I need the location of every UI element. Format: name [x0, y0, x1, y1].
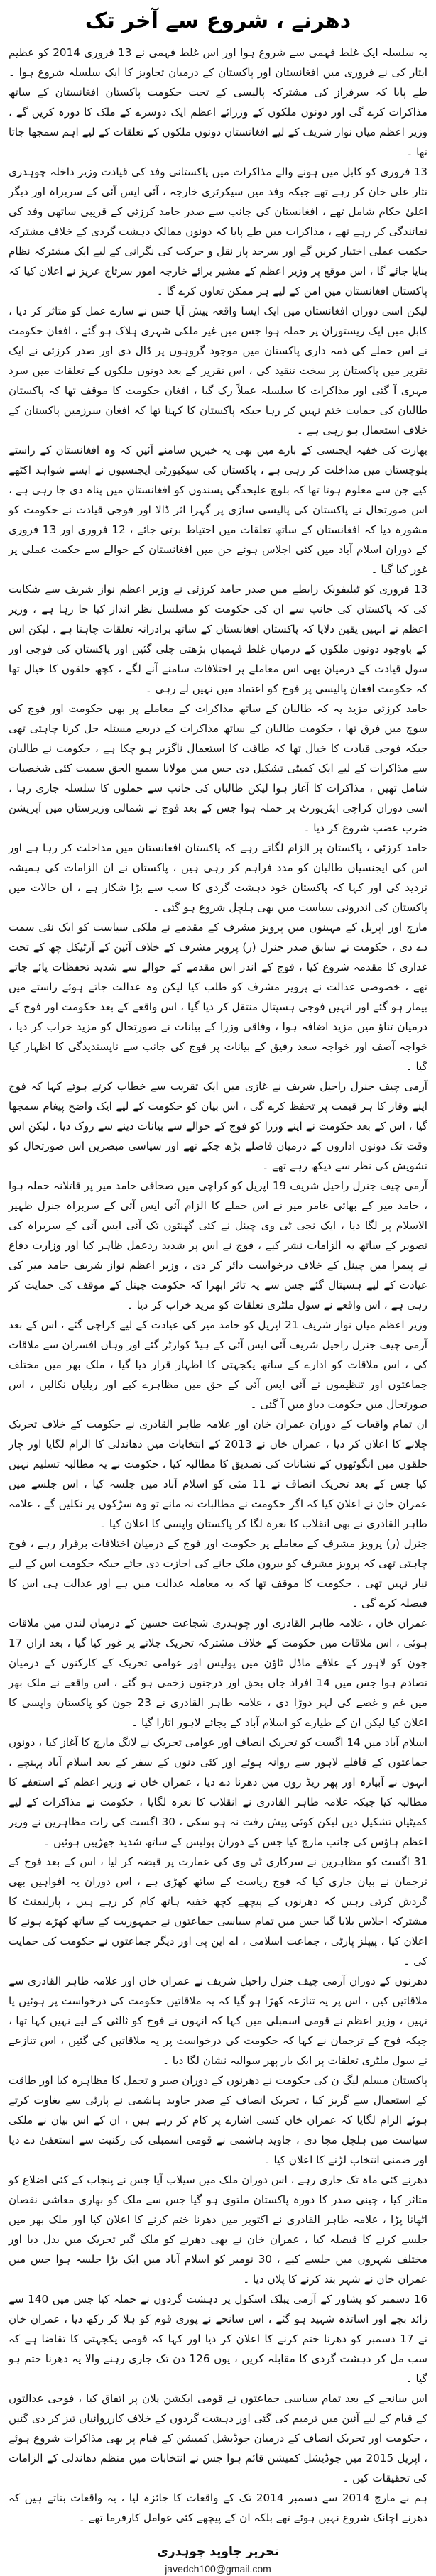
article-paragraph: جنرل (ر) پرویز مشرف کے معاملے پر حکومت اور فوج کے درمیان اختلافات برقرار رہے ، فوج چاہتی تھی کہ پرویز مشرف کو بیرون ملک جانے کی اجازت دی جائے جبکہ حکومت اس کے لیے تیار نہیں تھی ، حکومت کا موقف تھا کہ یہ معاملہ عدالت میں ہے اور عدالت ہی اس کا فیصلہ کرے گی ۔ [9, 1537, 427, 1610]
article-paragraph: ان تمام واقعات کے دوران عمران خان اور علامہ طاہر القادری نے حکومت کے خلاف تحریک چلانے کا اعلان کر دیا ، عمران خان نے 2013 کے انتخابات میں دھاندلی کا الزام لگایا اور چار حلقوں میں انگوٹھوں کے نشانات کی تصدیق کا مطالبہ کیا ، حکومت نے یہ مطالبہ تسلیم نہیں کیا جس کے بعد تحریک انصاف نے 11 مئی کو اسلام آباد میں جلسہ کیا ، اس جلسے میں عمران خان نے اعلان کیا کہ اگر حکومت نے مطالبات نہ مانے تو وہ سڑکوں پر نکلیں گے ، علامہ طاہر القادری نے بھی انقلاب کا نعرہ لگا کر پاکستان واپسی کا اعلان کیا ۔ [9, 1418, 427, 1530]
article-paragraph: عمران خان ، علامہ طاہر القادری اور چوہدری شجاعت حسین کے درمیان لندن میں ملاقات ہوئی ، اس ملاقات میں حکومت کے خلاف مشترکہ تحریک چلانے پر غور کیا گیا ، بعد ازاں 17 جون کو لاہور کے علاقے ماڈل ٹاؤن میں پولیس اور عوامی تحریک کے کارکنوں کے درمیان تصادم ہوا جس میں 14 افراد جاں بحق اور درجنوں زخمی ہو گئے ، اس واقعے نے ملک بھر میں غم و غصے کی لہر دوڑا دی ، علامہ طاہر القادری نے 23 جون کو پاکستان واپسی کا اعلان کیا لیکن ان کے طیارے کو اسلام آباد کے بجائے لاہور اتارا گیا ۔ [9, 1617, 427, 1729]
article-paragraph: ہم نے مارچ 2014 سے دسمبر 2014 تک کے واقعات کا جائزہ لیا ، یہ واقعات بتاتے ہیں کہ دھرنے اچانک شروع نہیں ہوئے تھے بلکہ ان کے پیچھے کئی عوامل کارفرما تھے ۔ [9, 2492, 427, 2524]
article-paragraph: اس سانحے کے بعد تمام سیاسی جماعتوں نے قومی ایکشن پلان پر اتفاق کیا ، فوجی عدالتوں کے قیام کے لیے آئین میں ترمیم کی گئی اور دہشت گردوں کے خلاف کارروائیاں تیز کر دی گئیں ، حکومت اور تحریک انصاف کے درمیان جوڈیشل کمیشن کے قیام پر بھی مذاکرات شروع ہوئے ، اپریل 2015 میں جوڈیشل کمیشن قائم ہوا جس نے انتخابات میں منظم دھاندلی کے الزامات کی تحقیقات کیں ۔ [9, 2392, 427, 2484]
article-paragraph: لیکن اسی دوران افغانستان میں ایک ایسا واقعہ پیش آیا جس نے سارے عمل کو متاثر کر دیا ، کابل میں ایک ریستوران پر حملہ ہوا جس میں غیر ملکی شہری ہلاک ہو گئے ، افغان حکومت نے اس حملے کی ذمہ داری پاکستان میں موجود گروہوں پر ڈال دی اور صدر کرزئی نے ایک تقریر میں پاکستان پر سخت تنقید کی ، اس تقریر کے بعد دونوں ملکوں کے تعلقات میں سرد مہری آ گئی اور مذاکرات کا سلسلہ عملاً رک گیا ، افغان حکومت کا موقف تھا کہ پاکستان طالبان کی حمایت ختم نہیں کر رہا جبکہ پاکستان کا کہنا تھا کہ افغان سرزمین پاکستان کے خلاف استعمال ہو رہی ہے ۔ [9, 305, 427, 437]
article-paragraph: دھرنوں کے دوران آرمی چیف جنرل راحیل شریف نے عمران خان اور علامہ طاہر القادری سے ملاقاتیں کیں ، اس پر یہ تنازعہ کھڑا ہو گیا کہ یہ ملاقاتیں حکومت کی درخواست پر ہوئیں یا نہیں ، وزیر اعظم نے قومی اسمبلی میں کہا کہ انہوں نے فوج کو ثالثی کے لیے نہیں کہا تھا ، جبکہ فوج کے ترجمان نے کہا کہ حکومت کی درخواست پر یہ ملاقاتیں کی گئیں ، اس تنازعے نے سول ملٹری تعلقات پر ایک بار پھر سوالیہ نشان لگا دیا ۔ [9, 1975, 427, 2067]
article-paragraph: 16 دسمبر کو پشاور کے آرمی پبلک اسکول پر دہشت گردوں نے حملہ کیا جس میں 140 سے زائد بچے اور اساتذہ شہید ہو گئے ، اس سانحے نے پوری قوم کو ہلا کر رکھ دیا ، عمران خان نے 17 دسمبر کو دھرنا ختم کرنے کا اعلان کر دیا اور کہا کہ قومی یکجہتی کا تقاضا ہے کہ سب مل کر دہشت گردی کا مقابلہ کریں ، یوں 126 دن تک جاری رہنے والا یہ دھرنا ختم ہو گیا ۔ [9, 2293, 428, 2385]
article-headline: دھرنے ، شروع سے آخر تک [85, 9, 351, 33]
article-paragraph: دھرنے کئی ماہ تک جاری رہے ، اس دوران ملک میں سیلاب آیا جس نے پنجاب کے کئی اضلاع کو متاثر کیا ، چینی صدر کا دورہ پاکستان ملتوی ہو گیا جس سے ملک کو بھاری معاشی نقصان اٹھانا پڑا ، علامہ طاہر القادری نے اکتوبر میں دھرنا ختم کرنے کا اعلان کیا اور ملک بھر میں جلسے کرنے کا فیصلہ کیا ، عمران خان نے بھی دھرنے کو ملک گیر تحریک میں بدل دیا اور مختلف شہروں میں جلسے کیے ، 30 نومبر کو اسلام آباد میں ایک بڑا جلسہ ہوا جس میں عمران خان نے شہر بند کرنے کا پلان دیا ۔ [9, 2173, 427, 2286]
article-paragraph: مارچ اور اپریل کے مہینوں میں پرویز مشرف کے مقدمے نے ملکی سیاست کو ایک نئی سمت دے دی ، حکومت نے سابق صدر جنرل (ر) پرویز مشرف کے خلاف آئین کے آرٹیکل چھ کے تحت غداری کا مقدمہ شروع کیا ، فوج کے اندر اس مقدمے کے حوالے سے شدید تحفظات پائے جاتے تھے ، خصوصی عدالت نے پرویز مشرف کو طلب کیا لیکن وہ عدالت جاتے ہوئے راستے میں بیمار ہو گئے اور انہیں فوجی ہسپتال منتقل کر دیا گیا ، اس واقعے کے بعد حکومت اور فوج کے درمیان تناؤ میں مزید اضافہ ہوا ، وفاقی وزرا کے بیانات نے صورتحال کو مزید خراب کر دیا ، خواجہ آصف اور خواجہ سعد رفیق کے بیانات پر فوج کی جانب سے ناپسندیدگی کا اظہار کیا گیا ۔ [9, 921, 427, 1073]
article-paragraph: حامد کرزئی ، پاکستان پر الزام لگاتے رہے کہ پاکستان افغانستان میں مداخلت کر رہا ہے اور اس کی ایجنسیاں طالبان کو مدد فراہم کر رہی ہیں ، پاکستان نے ان الزامات کی ہمیشہ تردید کی اور کہا کہ پاکستان خود دہشت گردی کا سب سے بڑا شکار ہے ، ان حالات میں پاکستان کی اندرونی سیاست میں بھی ہلچل شروع ہو گئی ۔ [9, 841, 427, 914]
article-paragraph: اسلام آباد میں 14 اگست کو تحریک انصاف اور عوامی تحریک نے لانگ مارچ کا آغاز کیا ، دونوں جماعتوں کے قافلے لاہور سے روانہ ہوئے اور کئی دنوں کے سفر کے بعد اسلام آباد پہنچے ، انہوں نے آبپارہ اور پھر ریڈ زون میں دھرنا دے دیا ، عمران خان نے وزیر اعظم کے استعفے کا مطالبہ کیا جبکہ علامہ طاہر القادری نے انقلاب کا نعرہ لگایا ، حکومت نے مذاکرات کے لیے کمیٹیاں تشکیل دیں لیکن کوئی پیش رفت نہ ہو سکی ، 30 اگست کی رات مظاہرین نے وزیر اعظم ہاؤس کی جانب مارچ کیا جس کے دوران پولیس کے ساتھ شدید جھڑپیں ہوئیں ۔ [9, 1736, 427, 1848]
article-paragraph: وزیر اعظم میاں نواز شریف 21 اپریل کو حامد میر کی عیادت کے لیے کراچی گئے ، اس کے بعد آرمی چیف جنرل راحیل شریف آئی ایس آئی کے ہیڈ کوارٹر گئے اور وہاں افسران سے ملاقات کی ، اس ملاقات کو ادارے کے ساتھ یکجہتی کا اظہار قرار دیا گیا ، ملک بھر میں مختلف جماعتوں اور تنظیموں نے آئی ایس آئی کے حق میں مظاہرے کیے اور ریلیاں نکالیں ، اس صورتحال میں حکومت دباؤ میں آ گئی ۔ [9, 1319, 427, 1411]
author-email: javedch100@gmail.com [165, 2563, 271, 2575]
article-paragraph: 13 فروری کو ٹیلیفونک رابطے میں صدر حامد کرزئی نے وزیر اعظم نواز شریف سے شکایت کی کہ پاکستان کی جانب سے ان کی حکومت کو مسلسل نظر انداز کیا جا رہا ہے ، وزیر اعظم نے انہیں یقین دلایا کہ پاکستان افغانستان کے ساتھ برادرانہ تعلقات چاہتا ہے ، لیکن اس کے باوجود دونوں ملکوں کے درمیان غلط فہمیاں بڑھتی چلی گئیں اور پاکستان کی فوجی اور سول قیادت کے درمیان بھی اس معاملے پر اختلافات سامنے آنے لگے ، کچھ حلقوں کا خیال تھا کہ حکومت افغان پالیسی پر فوج کو اعتماد میں نہیں لے رہی ۔ [9, 583, 427, 695]
article-paragraph: حامد کرزئی مزید یہ کہ طالبان کے ساتھ مذاکرات کے معاملے پر بھی حکومت اور فوج کی سوچ میں فرق تھا ، حکومت طالبان کے ساتھ مذاکرات کے ذریعے مسئلہ حل کرنا چاہتی تھی جبکہ فوجی قیادت کا خیال تھا کہ طاقت کا استعمال ناگزیر ہو چکا ہے ، حکومت نے طالبان سے مذاکرات کے لیے ایک کمیٹی تشکیل دی جس میں مولانا سمیع الحق سمیت کئی شخصیات شامل تھیں ، مذاکرات کا آغاز ہوا لیکن طالبان کی جانب سے حملوں کا سلسلہ جاری رہا ، اسی دوران کراچی ایئرپورٹ پر حملہ ہوا جس کے بعد فوج نے شمالی وزیرستان میں آپریشن ضرب عضب شروع کر دیا ۔ [9, 702, 427, 834]
author-name: تحریر جاوید چوہدری [157, 2545, 279, 2559]
article-paragraph: 13 فروری کو کابل میں ہونے والے مذاکرات میں پاکستانی وفد کی قیادت وزیر داخلہ چوہدری نثار علی خان کر رہے تھے جبکہ وفد میں سیکرٹری خارجہ ، آئی ایس آئی کے سربراہ اور دیگر اعلیٰ حکام شامل تھے ، افغانستان کی جانب سے صدر حامد کرزئی کے قریبی ساتھی وفد کی نمائندگی کر رہے تھے ، مذاکرات میں طے پایا کہ دونوں ممالک دہشت گردی کے خلاف مشترکہ حکمت عملی اختیار کریں گے اور سرحد پار نقل و حرکت کی نگرانی کے لیے ایک مشترکہ نظام بنایا جائے گا ، اس موقع پر وزیر اعظم کے مشیر برائے خارجہ امور سرتاج عزیز نے اعلان کیا کہ پاکستان افغانستان میں امن کے لیے ہر ممکن تعاون کرے گا ۔ [9, 165, 427, 298]
article-body [9, 43, 427, 2528]
article-paragraph: آرمی چیف جنرل راحیل شریف نے غازی میں ایک تقریب سے خطاب کرتے ہوئے کہا کہ فوج اپنے وقار کا ہر قیمت پر تحفظ کرے گی ، اس بیان کو حکومت کے لیے ایک واضح پیغام سمجھا گیا ، اس کے بعد حکومت نے اپنے وزرا کو فوج کے حوالے سے بیانات دینے سے روک دیا ، لیکن اس وقت تک دونوں اداروں کے درمیان فاصلے بڑھ چکے تھے اور سیاسی مبصرین اس صورتحال کو تشویش کی نظر سے دیکھ رہے تھے ۔ [9, 1080, 427, 1172]
article-paragraph: پاکستان مسلم لیگ ن کی حکومت نے دھرنوں کے دوران صبر و تحمل کا مظاہرہ کیا اور طاقت کے استعمال سے گریز کیا ، تحریک انصاف کے صدر جاوید ہاشمی نے پارٹی سے بغاوت کرتے ہوئے الزام لگایا کہ عمران خان کسی اشارے پر کام کر رہے ہیں ، ان کے اس بیان نے ملکی سیاست میں ہلچل مچا دی ، جاوید ہاشمی نے قومی اسمبلی کی رکنیت سے استعفیٰ دے دیا اور ضمنی انتخاب لڑنے کا اعلان کیا ۔ [9, 2074, 427, 2166]
article-paragraph: بھارت کی خفیہ ایجنسی کے بارے میں بھی یہ خبریں سامنے آئیں کہ وہ افغانستان کے راستے بلوچستان میں مداخلت کر رہی ہے ، پاکستان کی سیکیورٹی ایجنسیوں نے ایسے شواہد اکٹھے کیے جن سے معلوم ہوتا تھا کہ بلوچ علیحدگی پسندوں کو افغانستان میں پناہ دی جا رہی ہے ، اس صورتحال نے پاکستان کی پالیسی سازی پر گہرا اثر ڈالا اور فوجی قیادت نے حکومت کو مشورہ دیا کہ افغانستان کے ساتھ تعلقات میں احتیاط برتی جائے ، 12 فروری اور 13 فروری کے دوران اسلام آباد میں کئی اجلاس ہوئے جن میں افغانستان کے حوالے سے حکمت عملی پر غور کیا گیا ۔ [9, 444, 427, 576]
article-paragraph: یہ سلسلہ ایک غلط فہمی سے شروع ہوا اور اس غلط فہمی نے 13 فروری 2014 کو عظیم ایثار کی نے فروری میں افغانستان اور پاکستان کے درمیان تجاویز کا ایک سلسلہ شروع ہوا ۔ طے پایا کہ سرفراز کی مشترکہ پالیسی کے تحت حکومت پاکستان افغانستان کے ساتھ مذاکرات کرے گی اور دونوں ملکوں کے وزرائے اعظم ایک دوسرے کے ملک کا دورہ کریں گے ، وزیر اعظم میاں نواز شریف کے لیے افغانستان دونوں ملکوں کے تعلقات کے لیے اہم سمجھا جاتا تھا ۔ [9, 46, 427, 158]
author-byline [9, 2542, 427, 2576]
article-paragraph: آرمی چیف جنرل راحیل شریف 19 اپریل کو کراچی میں صحافی حامد میر پر قاتلانہ حملہ ہوا ، حامد میر کے بھائی عامر میر نے اس حملے کا الزام آئی ایس آئی کے سربراہ جنرل ظہیر الاسلام پر لگا دیا ، ایک نجی ٹی وی چینل نے کئی گھنٹوں تک آئی ایس آئی کے سربراہ کی تصویر کے ساتھ یہ الزامات نشر کیے ، فوج نے اس پر شدید ردعمل ظاہر کیا اور وزارت دفاع نے پیمرا میں چینل کے خلاف درخواست دائر کر دی ، وزیر اعظم نواز شریف حامد میر کی عیادت کے لیے ہسپتال گئے جس سے یہ تاثر ابھرا کہ حکومت چینل کے موقف کی حمایت کر رہی ہے ، اس واقعے نے سول ملٹری تعلقات کو مزید خراب کر دیا ۔ [9, 1179, 428, 1311]
article-paragraph: 31 اگست کو مظاہرین نے سرکاری ٹی وی کی عمارت پر قبضہ کر لیا ، اس کے بعد فوج کے ترجمان نے بیان جاری کیا کہ فوج ریاست کے ساتھ کھڑی ہے ، اس دوران یہ افواہیں بھی گردش کرتی رہیں کہ دھرنوں کے پیچھے کچھ خفیہ ہاتھ کام کر رہے ہیں ، پارلیمنٹ کا مشترکہ اجلاس بلایا گیا جس میں تمام سیاسی جماعتوں نے جمہوریت کے ساتھ کھڑے ہونے کا اعلان کیا ، پیپلز پارٹی ، جماعت اسلامی ، اے این پی اور دیگر جماعتوں نے حکومت کی حمایت کی ۔ [9, 1855, 427, 1968]
